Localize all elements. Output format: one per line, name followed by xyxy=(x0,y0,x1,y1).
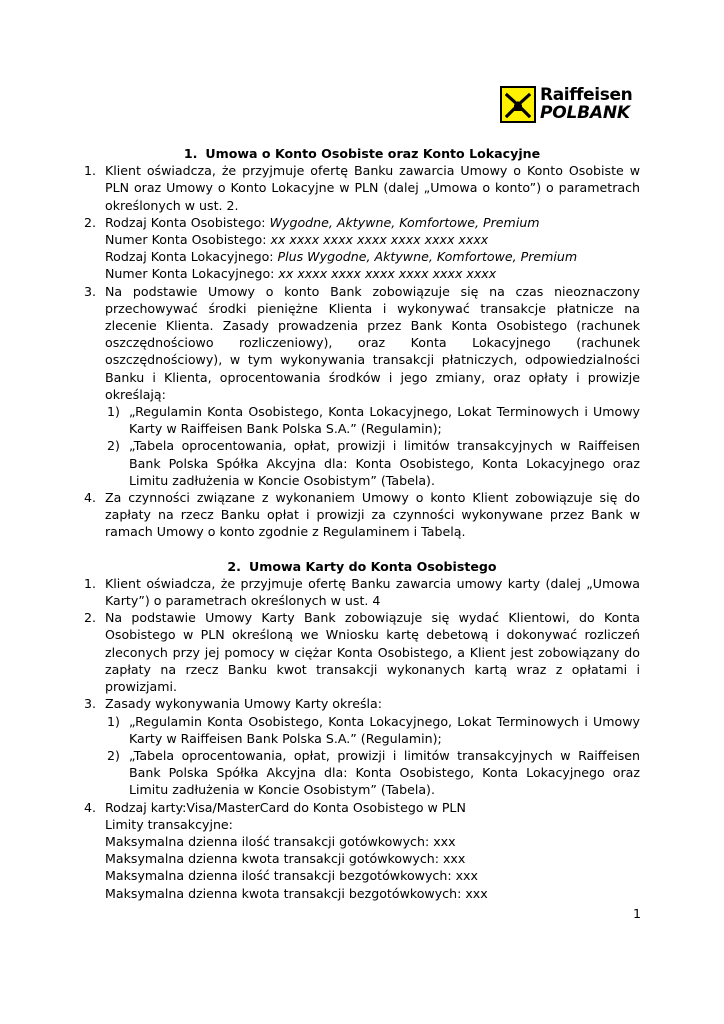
section-title: Umowa Karty do Konta Osobistego xyxy=(248,558,497,574)
item-number: 1. xyxy=(84,575,97,591)
limit-line: Maksymalna dzienna ilość transakcji bezgotówkowych: xxx xyxy=(105,868,478,884)
savings-number-line: Numer Konta Lokacyjnego: xx xxxx xxxx xxxx xxxx xxxx xxxx xyxy=(105,266,497,282)
sub-item-number: 1) xyxy=(107,404,120,420)
item-text: Na podstawie Umowy Karty Bank zobowiązuje się wydać Klientowi, do Konta Osobistego w PLN określoną we Wniosku kartę debetową i dokonywać rozliczeń zleconych przy jej pomocy w ciężar Konta Osobistego, a Klient jest zobowiązany do zapłaty na rzecz Banku kwot transakcji wykonanych kartą wraz z opłatami i prowizjami. xyxy=(105,610,640,695)
item-number: 2. xyxy=(84,214,97,230)
logo-wordmark-polbank: POLBANK xyxy=(540,103,630,123)
sub-item-text: „Tabela oprocentowania, opłat, prowizji i limitów transakcyjnych w Raiffeisen Bank Polska Spółka Akcyjna dla: Konta Osobistego, Konta Lokacyjnego oraz Limitu zadłużenia w Koncie Osobistym” (Tabela). xyxy=(129,747,640,798)
savings-number-value: xx xxxx xxxx xxxx xxxx xxxx xxxx xyxy=(278,266,497,282)
list-item xyxy=(84,799,640,902)
sub-list-item xyxy=(107,713,640,747)
card-type-line: Rodzaj karty:Visa/MasterCard do Konta Osobistego w PLN xyxy=(105,799,466,815)
item-text: Na podstawie Umowy o konto Bank zobowiązuje się na czas nieoznaczony przechowywać środki pieniężne Klienta i wykonywać transakcje płatnicze na zlecenie Klienta. Zasady prowadzenia przez Bank Konta Osobistego (rachunek oszczędnościowo rozliczeniowy), oraz Konta Lokacyjnego (rachunek oszczędnościowy), w tym wykonywania transakcji płatniczych, odpowiedzialności Banku i Klienta, oprocentowania środków i jego zmiany, oraz opłaty i prowizje określają: xyxy=(105,283,640,402)
item-number: 4. xyxy=(84,490,97,506)
item-number: 3. xyxy=(84,283,97,299)
limit-line: Maksymalna dzienna ilość transakcji gotówkowych: xxx xyxy=(105,833,456,849)
list-item xyxy=(84,283,640,489)
list-item xyxy=(84,575,640,609)
list-item xyxy=(84,609,640,695)
section-number: 2. xyxy=(227,558,241,574)
account-number-line: Numer Konta Osobistego: xx xxxx xxxx xxxx xxxx xxxx xxxx xyxy=(105,232,489,248)
limit-line: Maksymalna dzienna kwota transakcji gotówkowych: xxx xyxy=(105,851,466,867)
item-number: 3. xyxy=(84,696,97,712)
crossed-gables-icon xyxy=(500,86,536,123)
sub-list-item xyxy=(107,403,640,437)
raiffeisen-polbank-logo xyxy=(500,86,640,126)
savings-type-value: Plus Wygodne, Aktywne, Komfortowe, Premium xyxy=(277,249,578,265)
item-number: 1. xyxy=(84,163,97,179)
account-type-line: Rodzaj Konta Osobistego: Wygodne, Aktywne, Komfortowe, Premium xyxy=(105,214,540,230)
sub-item-number: 1) xyxy=(107,713,120,729)
section-heading xyxy=(84,145,640,162)
list-item xyxy=(84,162,640,214)
sub-item-text: „Tabela oprocentowania, opłat, prowizji i limitów transakcyjnych w Raiffeisen Bank Polska Spółka Akcyjna dla: Konta Osobistego, Konta Lokacyjnego oraz Limitu zadłużenia w Koncie Osobistym” (Tabela). xyxy=(129,438,640,488)
section-number: 1. xyxy=(183,146,198,161)
item-text: Zasady wykonywania Umowy Karty określa: xyxy=(105,696,382,712)
sub-list-item xyxy=(107,437,640,489)
account-type-value: Wygodne, Aktywne, Komfortowe, Premium xyxy=(269,214,540,230)
savings-type-line: Rodzaj Konta Lokacyjnego: Plus Wygodne, Aktywne, Komfortowe, Premium xyxy=(105,249,578,265)
sub-item-text: „Regulamin Konta Osobistego, Konta Lokacyjnego, Lokat Terminowych i Umowy Karty w Raiffeisen Bank Polska S.A.” (Regulamin); xyxy=(129,713,640,746)
item-number: 2. xyxy=(84,610,97,626)
limit-line: Maksymalna dzienna kwota transakcji bezgotówkowych: xxx xyxy=(105,885,488,901)
sub-item-text: „Regulamin Konta Osobistego, Konta Lokacyjnego, Lokat Terminowych i Umowy Karty w Raiffeisen Bank Polska S.A.” (Regulamin); xyxy=(129,404,640,437)
item-number: 4. xyxy=(84,799,97,815)
section-title: Umowa o Konto Osobiste oraz Konto Lokacyjne xyxy=(205,146,541,161)
limits-heading: Limity transakcyjne: xyxy=(105,816,233,832)
item-text: Klient oświadcza, że przyjmuje ofertę Banku zawarcia umowy karty (dalej „Umowa Karty”) o parametrach określonych w ust. 4 xyxy=(105,575,640,609)
document-body xyxy=(84,145,640,902)
section-heading xyxy=(84,558,640,575)
list-item xyxy=(84,695,640,798)
item-text: Klient oświadcza, że przyjmuje ofertę Banku zawarcia Umowy o Konto Osobiste w PLN oraz Umowy o Konto Lokacyjne w PLN (dalej „Umowa o konto”) o parametrach określonych w ust. 2. xyxy=(105,163,640,213)
list-item xyxy=(84,214,640,283)
list-item xyxy=(84,489,640,541)
sub-list-item xyxy=(107,747,640,799)
sub-item-number: 2) xyxy=(107,747,120,763)
account-number-value: xx xxxx xxxx xxxx xxxx xxxx xxxx xyxy=(270,232,489,248)
sub-item-number: 2) xyxy=(107,438,120,454)
logo-wordmark-raiffeisen: Raiffeisen xyxy=(540,85,633,105)
page-number: 1 xyxy=(633,906,642,921)
item-text: Za czynności związane z wykonaniem Umowy o konto Klient zobowiązuje się do zapłaty na rzecz Banku opłat i prowizji za czynności wykonywane przez Bank w ramach Umowy o konto zgodnie z Regulaminem i Tabelą. xyxy=(105,490,640,540)
